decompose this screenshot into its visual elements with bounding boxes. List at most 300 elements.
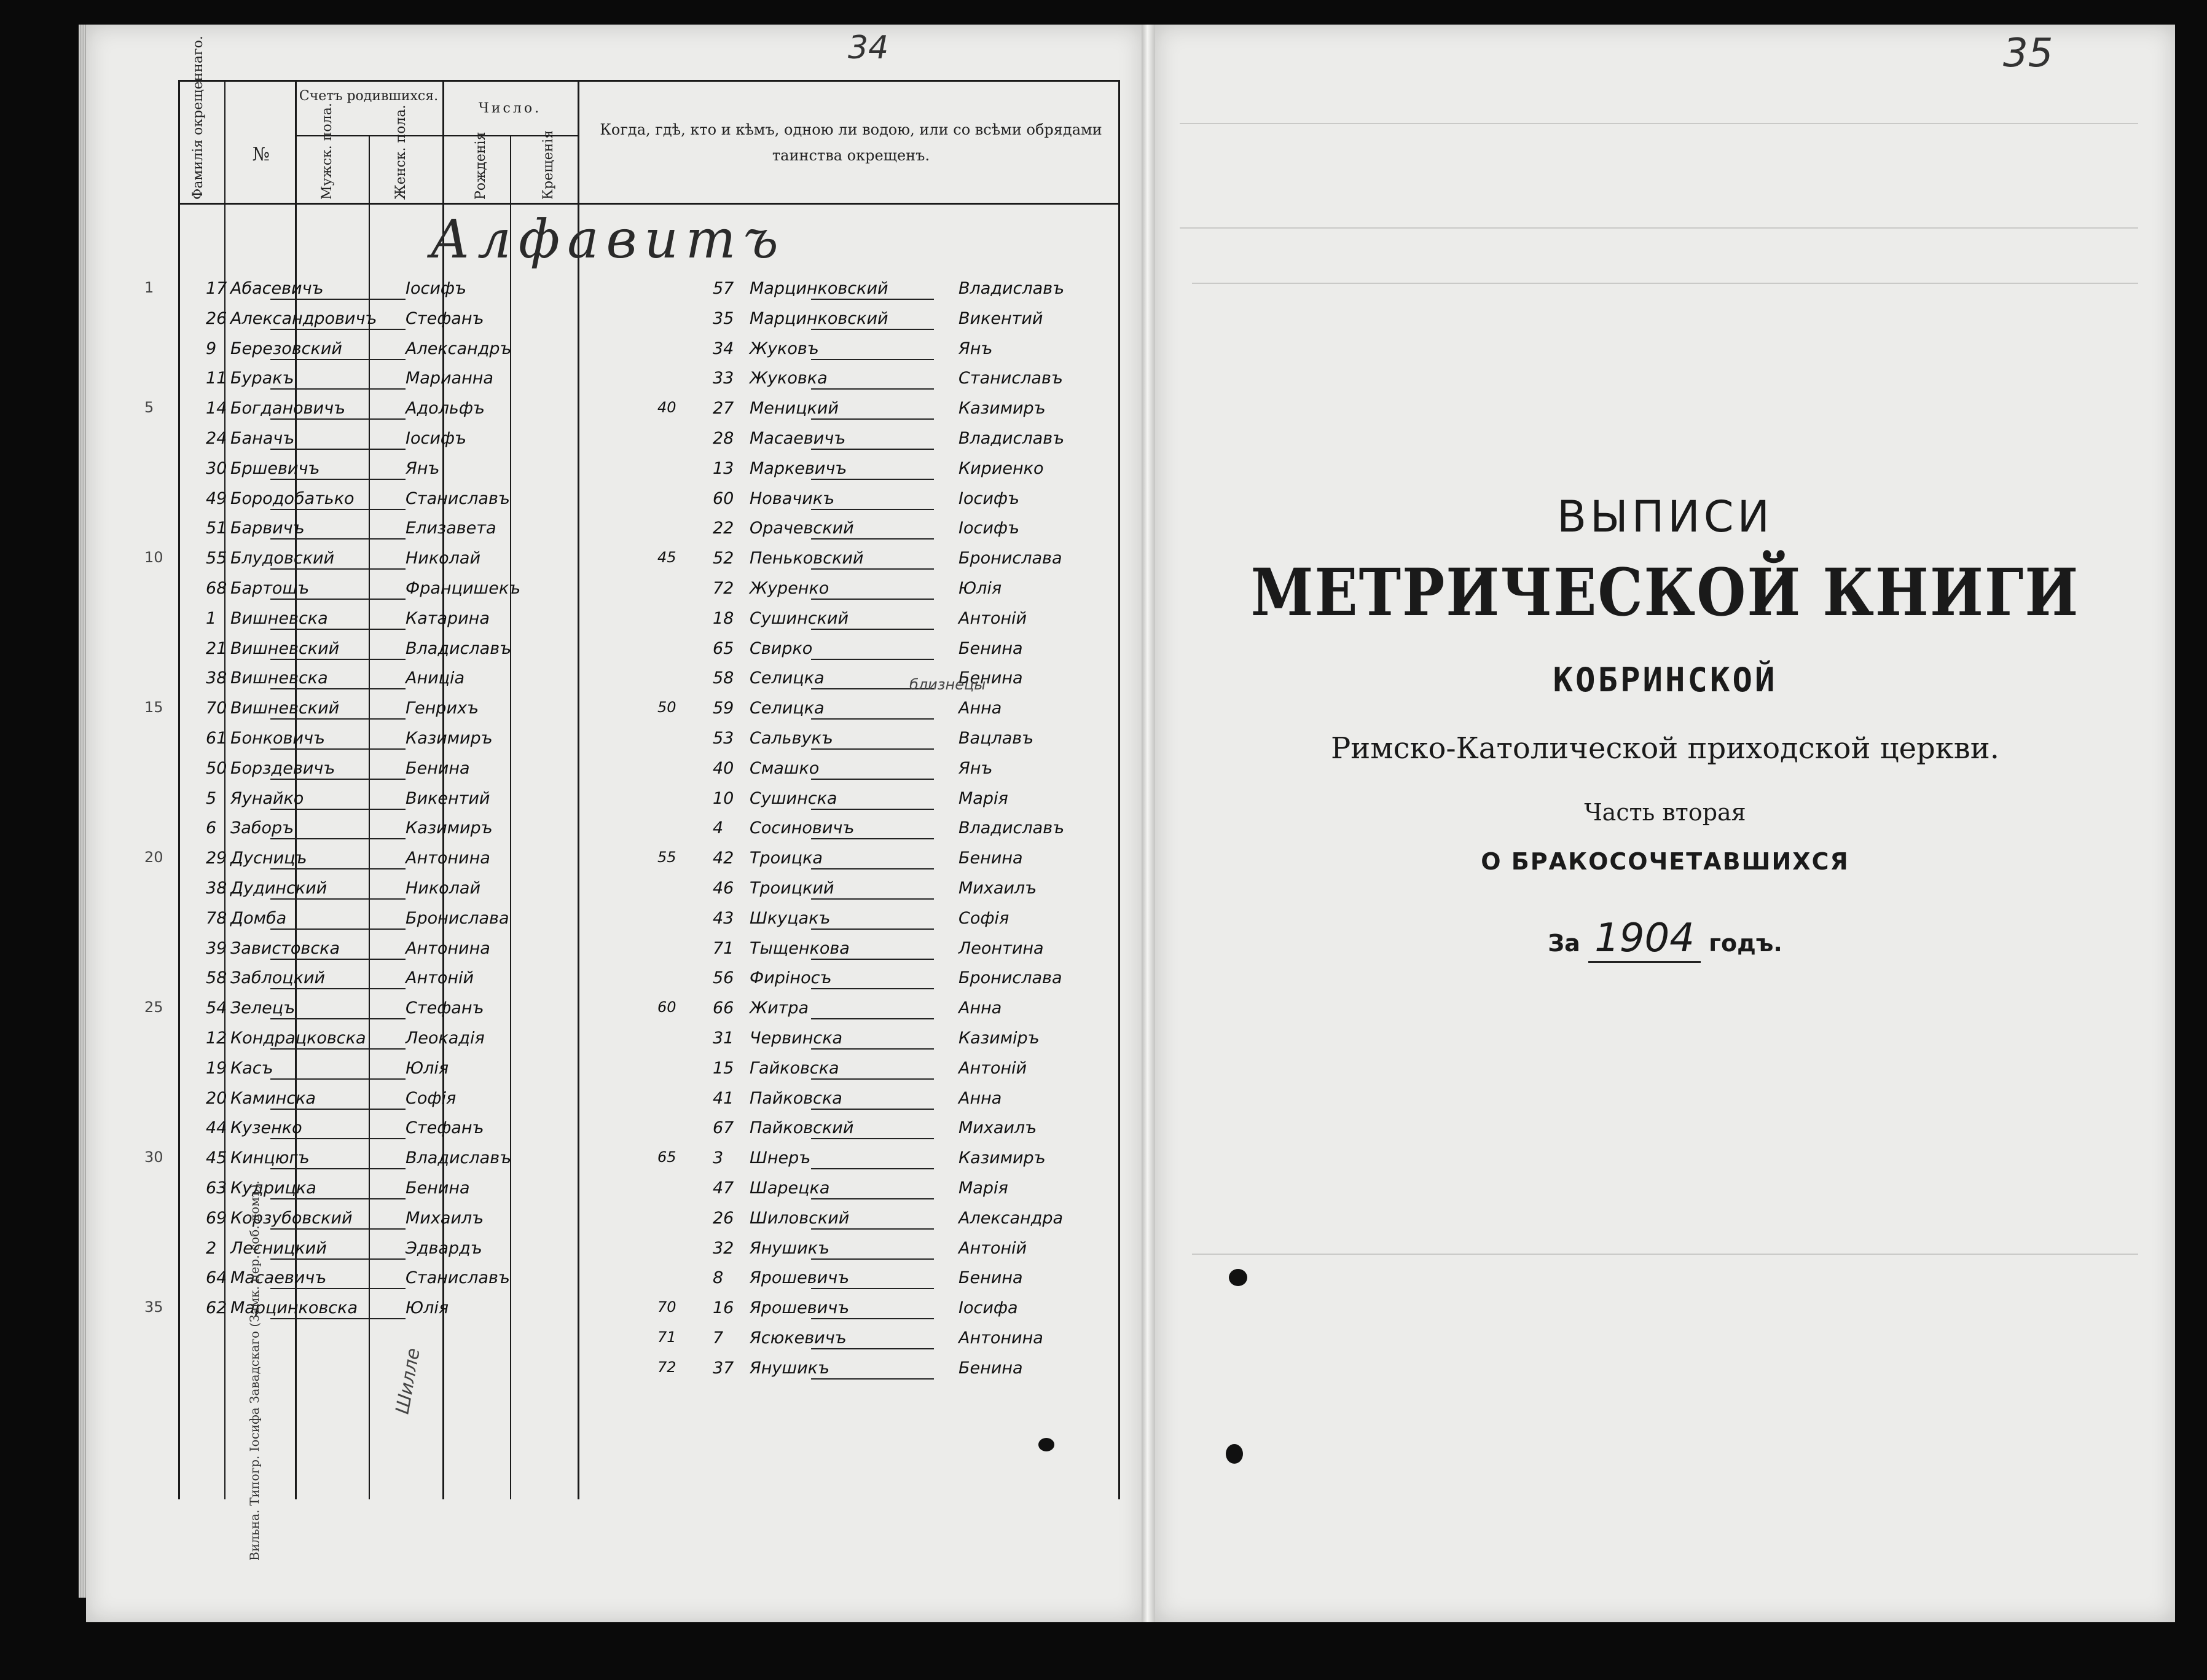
place: Масаевичъ — [750, 429, 846, 448]
line-number: 25 — [144, 999, 163, 1016]
given-name: Бронислава — [406, 908, 509, 928]
entry-number: 69 — [206, 1208, 227, 1228]
place: Янушикъ — [750, 1358, 830, 1378]
underline-stroke — [811, 418, 934, 420]
surname: Заблоцкий — [230, 968, 326, 988]
place: Маркевичъ — [750, 458, 847, 478]
place: Житра — [750, 999, 809, 1018]
spouse-name: Кириенко — [958, 458, 1044, 478]
register-row — [86, 936, 1143, 964]
given-name: Францишекъ — [406, 579, 521, 598]
entry-number: 17 — [206, 279, 227, 298]
place-number: 65 — [713, 638, 734, 658]
place: Селицка — [750, 699, 825, 718]
surname: Домба — [230, 908, 287, 928]
underline-stroke — [270, 959, 406, 960]
underline-stroke — [811, 538, 934, 540]
given-name: Катарина — [406, 608, 490, 628]
age: 50 — [657, 699, 676, 716]
surname: Блудовский — [230, 549, 335, 568]
underline-stroke — [270, 868, 406, 869]
spouse-name: Бронислава — [958, 968, 1062, 988]
underline-stroke — [811, 928, 934, 930]
register-row — [86, 1236, 1143, 1263]
place-number: 18 — [713, 608, 734, 628]
given-name: Янъ — [406, 458, 440, 478]
place-number: 33 — [713, 369, 734, 388]
underline-stroke — [270, 809, 406, 810]
place: Шиловский — [750, 1208, 850, 1228]
age: 45 — [657, 549, 676, 567]
register-row — [86, 1146, 1143, 1173]
register-row — [86, 726, 1143, 753]
underline-stroke — [811, 359, 934, 360]
entry-number: 70 — [206, 699, 227, 718]
entry-number: 50 — [206, 758, 227, 778]
underline-stroke — [811, 388, 934, 390]
place: Орачевский — [750, 519, 854, 538]
register-row — [86, 637, 1143, 664]
place: Сушинска — [750, 788, 837, 808]
given-name: Антонина — [406, 849, 490, 868]
entry-number: 1 — [206, 608, 217, 628]
header-number-sign: № — [252, 144, 270, 165]
entry-number: 63 — [206, 1179, 227, 1198]
register-row — [86, 756, 1143, 783]
place: Червинска — [750, 1029, 843, 1048]
underline-stroke — [811, 1138, 934, 1139]
underline-stroke — [811, 748, 934, 750]
line-number: 35 — [144, 1298, 163, 1316]
age: 70 — [657, 1298, 676, 1316]
place-number: 7 — [713, 1329, 724, 1348]
register-row — [86, 337, 1143, 364]
spouse-name: Антонина — [958, 1329, 1043, 1348]
underline-stroke — [270, 509, 406, 510]
register-row — [86, 1326, 1143, 1353]
place: Пайковский — [750, 1118, 854, 1138]
underline-stroke — [270, 748, 406, 750]
entry-number: 49 — [206, 489, 227, 508]
bleed-line — [1192, 1254, 2138, 1255]
underline-stroke — [270, 928, 406, 930]
surname: Корзубовский — [230, 1208, 353, 1228]
spouse-name: Станиславъ — [958, 369, 1063, 388]
place: Шарецка — [750, 1179, 830, 1198]
left-page — [86, 25, 1143, 1622]
entry-number: 29 — [206, 849, 227, 868]
spouse-name: Бенина — [958, 669, 1023, 688]
ink-blot — [1038, 1438, 1054, 1451]
entry-number: 45 — [206, 1148, 227, 1168]
year-line — [1155, 916, 2175, 961]
spouse-name: Казиміръ — [958, 1029, 1040, 1048]
age: 60 — [657, 999, 676, 1016]
line-number: 20 — [144, 849, 163, 866]
place: Жуковъ — [750, 339, 819, 358]
spouse-name: Александра — [958, 1208, 1064, 1228]
given-name: Михаилъ — [406, 1208, 484, 1228]
header-birth: Рожденія — [473, 131, 488, 200]
register-row — [86, 816, 1143, 843]
underline-stroke — [811, 479, 934, 480]
place-number: 3 — [713, 1148, 724, 1168]
underline-stroke — [270, 629, 406, 630]
surname: Вишневска — [230, 669, 328, 688]
underline-stroke — [270, 1078, 406, 1080]
register-row — [86, 1026, 1143, 1053]
underline-stroke — [811, 1048, 934, 1050]
spouse-name: Іосифъ — [958, 519, 1020, 538]
given-name: Генрихъ — [406, 699, 479, 718]
place: Ярошевичъ — [750, 1268, 850, 1288]
underline-stroke — [270, 688, 406, 689]
register-row — [86, 1056, 1143, 1083]
underline-stroke — [270, 718, 406, 720]
header-count-group: Счетъ родившихся. — [299, 88, 439, 104]
place-number: 28 — [713, 429, 734, 448]
given-name: Стефанъ — [406, 1118, 484, 1138]
year-value: 1904 — [1588, 916, 1701, 963]
surname: Березовский — [230, 339, 342, 358]
surname: Богдановичъ — [230, 399, 346, 418]
spouse-name: Антоній — [958, 608, 1027, 628]
underline-stroke — [811, 718, 934, 720]
register-row — [86, 457, 1143, 484]
entry-number: 19 — [206, 1058, 227, 1078]
underline-stroke — [270, 1168, 406, 1169]
register-row — [86, 396, 1143, 423]
place: Марцинковский — [750, 308, 888, 328]
entry-number: 38 — [206, 669, 227, 688]
entry-number: 5 — [206, 788, 217, 808]
underline-stroke — [270, 538, 406, 540]
given-name: Бенина — [406, 758, 470, 778]
surname: Баначъ — [230, 429, 295, 448]
age: 71 — [657, 1329, 676, 1346]
register-row — [86, 576, 1143, 603]
surname: Александровичъ — [230, 308, 377, 328]
place-number: 46 — [713, 879, 734, 898]
place-number: 59 — [713, 699, 734, 718]
register-row — [86, 487, 1143, 514]
spouse-name: Владиславъ — [958, 279, 1065, 298]
bleed-line — [1180, 123, 2138, 124]
surname: Бршевичъ — [230, 458, 320, 478]
bleed-line — [1180, 227, 2138, 229]
given-name: Адольфъ — [406, 399, 485, 418]
year-suffix: годъ. — [1709, 930, 1782, 957]
entry-number: 11 — [206, 369, 227, 388]
underline-stroke — [270, 479, 406, 480]
place: Пеньковский — [750, 549, 864, 568]
given-name: Бенина — [406, 1179, 470, 1198]
spouse-name: Владиславъ — [958, 429, 1065, 448]
place-number: 53 — [713, 729, 734, 748]
underline-stroke — [811, 299, 934, 300]
underline-stroke — [270, 1258, 406, 1260]
underline-stroke — [270, 1138, 406, 1139]
spouse-name: Марія — [958, 788, 1008, 808]
underline-stroke — [811, 1198, 934, 1199]
surname: Масаевичъ — [230, 1268, 327, 1288]
spouse-name: Софія — [958, 908, 1009, 928]
printer-imprint: Вильна. Типогр. Іосифа Завадскаго (Замк. пер. соб. домъ). — [247, 1180, 262, 1561]
given-name: Николай — [406, 879, 481, 898]
surname: Барвичъ — [230, 519, 305, 538]
line-number: 5 — [144, 399, 154, 417]
spouse-name: Бенина — [958, 1358, 1023, 1378]
place: Смашко — [750, 758, 820, 778]
underline-stroke — [811, 1348, 934, 1349]
underline-stroke — [811, 898, 934, 900]
title-metric-book: МЕТРИЧЕСКОЙ КНИГИ — [1250, 554, 2080, 631]
spouse-name: Бенина — [958, 1268, 1023, 1288]
underline-stroke — [270, 418, 406, 420]
part-label: Часть вторая — [1584, 799, 1746, 826]
spouse-name: Марія — [958, 1179, 1008, 1198]
surname: Дудинский — [230, 879, 327, 898]
surname: Бородобатько — [230, 489, 355, 508]
spouse-name: Іосифъ — [958, 489, 1020, 508]
given-name: Антоній — [406, 968, 474, 988]
register-row — [86, 1206, 1143, 1233]
ink-blot — [1229, 1269, 1247, 1286]
entry-number: 14 — [206, 399, 227, 418]
entry-number: 9 — [206, 339, 217, 358]
spouse-name: Казимиръ — [958, 1148, 1046, 1168]
place: Ярошевичъ — [750, 1298, 850, 1318]
underline-stroke — [811, 629, 934, 630]
spouse-name: Антоній — [958, 1238, 1027, 1258]
place-number: 52 — [713, 549, 734, 568]
entry-number: 24 — [206, 429, 227, 448]
place-number: 71 — [713, 938, 734, 958]
place-number: 72 — [713, 579, 734, 598]
spouse-name: Анна — [958, 999, 1002, 1018]
place-number: 22 — [713, 519, 734, 538]
underline-stroke — [811, 1318, 934, 1319]
place: Сальвукъ — [750, 729, 833, 748]
left-page-number: 34 — [848, 29, 889, 66]
given-name: Юлія — [406, 1298, 449, 1318]
entry-number: 61 — [206, 729, 227, 748]
register-row — [86, 606, 1143, 634]
surname: Кинцюгъ — [230, 1148, 310, 1168]
place-number: 4 — [713, 818, 724, 838]
underline-stroke — [811, 1018, 934, 1019]
spouse-name: Анна — [958, 699, 1002, 718]
place-number: 60 — [713, 489, 734, 508]
spouse-name: Михаилъ — [958, 1118, 1037, 1138]
surname: Дусницъ — [230, 849, 307, 868]
place: Янушикъ — [750, 1238, 830, 1258]
place-number: 56 — [713, 968, 734, 988]
underline-stroke — [811, 1288, 934, 1289]
given-name: Аниціа — [406, 669, 465, 688]
entry-number: 39 — [206, 938, 227, 958]
given-name: Казимиръ — [406, 729, 493, 748]
place-number: 8 — [713, 1268, 724, 1288]
entry-number: 6 — [206, 818, 217, 838]
surname: Завистовска — [230, 938, 340, 958]
age: 40 — [657, 399, 676, 417]
place-number: 27 — [713, 399, 734, 418]
given-name: Стефанъ — [406, 308, 484, 328]
surname: Кондрацковска — [230, 1029, 366, 1048]
place-number: 57 — [713, 279, 734, 298]
place-number: 67 — [713, 1118, 734, 1138]
place-number: 10 — [713, 788, 734, 808]
register-row — [86, 1356, 1143, 1383]
entry-number: 58 — [206, 968, 227, 988]
given-name: Софія — [406, 1088, 457, 1108]
header-surname: Фамилія окрещеннаго. — [190, 36, 206, 200]
place-number: 43 — [713, 908, 734, 928]
year-prefix: За — [1548, 930, 1580, 957]
underline-stroke — [811, 568, 934, 570]
surname: Вишневска — [230, 608, 328, 628]
place-number: 26 — [713, 1208, 734, 1228]
header-number-group: Число. — [478, 101, 542, 116]
place: Меницкий — [750, 399, 839, 418]
entry-number: 44 — [206, 1118, 227, 1138]
surname: Яунайко — [230, 788, 304, 808]
entry-number: 2 — [206, 1238, 217, 1258]
given-name: Эдвардъ — [406, 1238, 482, 1258]
place-number: 15 — [713, 1058, 734, 1078]
spouse-name: Михаилъ — [958, 879, 1037, 898]
underline-stroke — [270, 299, 406, 300]
register-row — [86, 787, 1143, 814]
table-top-rule — [178, 80, 1118, 82]
underline-stroke — [270, 1198, 406, 1199]
underline-stroke — [270, 659, 406, 660]
given-name: Николай — [406, 549, 481, 568]
entry-number: 26 — [206, 308, 227, 328]
place: Марцинковский — [750, 279, 888, 298]
line-number: 10 — [144, 549, 163, 567]
spouse-name: Викентий — [958, 308, 1043, 328]
line-number: 15 — [144, 699, 163, 716]
register-row — [86, 426, 1143, 453]
underline-stroke — [811, 1168, 934, 1169]
register-row — [86, 1266, 1143, 1293]
given-name: Станиславъ — [406, 1268, 510, 1288]
place-number: 37 — [713, 1358, 734, 1378]
title-church: Римско-Католической приходской церкви. — [1330, 731, 2000, 766]
line-number: 1 — [144, 279, 154, 296]
surname: Вишневский — [230, 638, 340, 658]
place-number: 47 — [713, 1179, 734, 1198]
underline-stroke — [811, 959, 934, 960]
place: Фиріносъ — [750, 968, 832, 988]
underline-stroke — [270, 329, 406, 330]
underline-stroke — [270, 898, 406, 900]
title-kobrin: КОБРИНСКОЙ — [1553, 661, 1778, 699]
register-row — [86, 696, 1143, 723]
register-row — [86, 277, 1143, 304]
place-number: 34 — [713, 339, 734, 358]
underline-stroke — [811, 838, 934, 839]
underline-stroke — [270, 1318, 406, 1319]
register-row — [86, 546, 1143, 573]
ink-blot — [1226, 1444, 1243, 1464]
given-name: Іосифъ — [406, 279, 467, 298]
place-number: 31 — [713, 1029, 734, 1048]
place: Тыщенкова — [750, 938, 850, 958]
header-baptism: Крещенія — [541, 130, 556, 200]
underline-stroke — [270, 359, 406, 360]
surname: Бартошъ — [230, 579, 310, 598]
register-row — [86, 307, 1143, 334]
spouse-name: Анна — [958, 1088, 1002, 1108]
header-description: Когда, гдѣ, кто и кѣмъ, одною ли водою, или со всѣми обрядами таинства окрещенъ. — [600, 121, 1102, 164]
entry-number: 54 — [206, 999, 227, 1018]
place-number: 13 — [713, 458, 734, 478]
register-row — [86, 876, 1143, 903]
given-name: Станиславъ — [406, 489, 510, 508]
entry-number: 68 — [206, 579, 227, 598]
register-row — [86, 1086, 1143, 1113]
underline-stroke — [270, 988, 406, 989]
section-label: О БРАКОСОЧЕТАВШИХСЯ — [1481, 848, 1849, 875]
surname: Вишневский — [230, 699, 340, 718]
given-name: Марианна — [406, 369, 493, 388]
given-name: Леокадія — [406, 1029, 485, 1048]
given-name: Антонина — [406, 938, 490, 958]
spouse-name: Леонтина — [958, 938, 1044, 958]
place: Свирко — [750, 638, 813, 658]
place: Новачикъ — [750, 489, 835, 508]
underline-stroke — [811, 329, 934, 330]
surname: Борздевичъ — [230, 758, 335, 778]
surname: Лесницкий — [230, 1238, 327, 1258]
entry-number: 30 — [206, 458, 227, 478]
underline-stroke — [270, 1109, 406, 1110]
place-number: 35 — [713, 308, 734, 328]
underline-stroke — [270, 449, 406, 450]
spouse-name: Іосифа — [958, 1298, 1018, 1318]
place: Сушинский — [750, 608, 849, 628]
spouse-name: Антоній — [958, 1058, 1027, 1078]
underline-stroke — [811, 659, 934, 660]
given-name: Викентий — [406, 788, 490, 808]
underline-stroke — [270, 1018, 406, 1019]
spouse-name: Янъ — [958, 339, 993, 358]
underline-stroke — [811, 868, 934, 869]
underline-stroke — [270, 1228, 406, 1230]
entry-number: 12 — [206, 1029, 227, 1048]
place-number: 16 — [713, 1298, 734, 1318]
entry-number: 55 — [206, 549, 227, 568]
place-number: 66 — [713, 999, 734, 1018]
register-row — [86, 1176, 1143, 1203]
underline-stroke — [811, 1109, 934, 1110]
book-gutter — [1142, 25, 1156, 1622]
underline-stroke — [811, 1258, 934, 1260]
spouse-name: Янъ — [958, 758, 993, 778]
surname: Бонковичъ — [230, 729, 326, 748]
spouse-name: Юлія — [958, 579, 1002, 598]
underline-stroke — [811, 988, 934, 989]
surname: Марцинковска — [230, 1298, 358, 1318]
title-vypisi: ВЫПИСИ — [1556, 492, 1774, 542]
given-name: Казимиръ — [406, 818, 493, 838]
register-row — [86, 996, 1143, 1023]
register-row — [86, 1296, 1143, 1323]
register-row — [86, 516, 1143, 543]
